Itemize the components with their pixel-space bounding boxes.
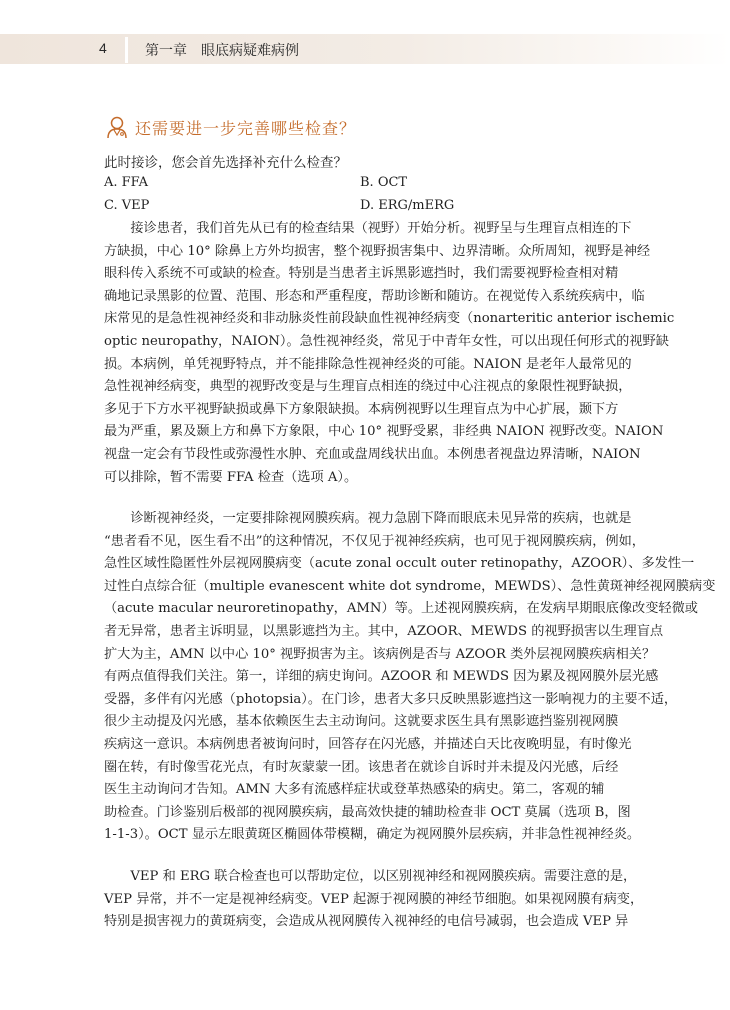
text-line: 眼科传入系统不可或缺的检查。特别是当患者主诉黑影遮挡时，我们需要视野检查相对精 (104, 266, 619, 282)
text-line: 损。本病例，单凭视野特点，并不能排除急性视神经炎的可能。NAION 是老年人最常见的 (104, 356, 632, 372)
text-line: 急性区域性隐匿性外层视网膜病变（acute zonal occult outer retinopathy，AZOOR）、多发性一 (104, 556, 695, 572)
text-line: 视盘一定会有节段性或弥漫性水肿、充血或盘周线状出血。本例患者视盘边界清晰，NAION (104, 446, 641, 462)
text-line: 特别是损害视力的黄斑病变，会造成从视网膜传入视神经的电信号减弱，也会造成 VEP 异 (104, 914, 629, 930)
question-text: 此时接诊，您会首先选择补充什么检查？ (104, 155, 347, 171)
text-line: VEP 异常，并不一定是视神经病变。VEP 起源于视网膜的神经节细胞。如果视网膜有病变， (104, 891, 644, 907)
text-line: 方缺损，中心 10° 除鼻上方外均损害，整个视野损害集中、边界清晰。众所周知，视野是神经 (104, 243, 651, 259)
option-c: C. VEP (104, 198, 150, 213)
text-line: 有两点值得我们关注。第一，详细的病史询问。AZOOR 和 MEWDS 因为累及视网膜外层光感 (104, 669, 659, 685)
header-divider (125, 37, 128, 63)
option-b: B. OCT (360, 175, 408, 190)
text-line: 助检查。门诊鉴别后极部的视网膜疾病，最高效快捷的辅助检查非 OCT 莫属（选项 B，图 (104, 804, 631, 820)
paragraph-visual-field (104, 218, 675, 489)
text-line: 圈在转，有时像雪花光点，有时灰蒙蒙一团。该患者在就诊自诉时并未提及闪光感，后经 (104, 759, 619, 775)
text-line: 接诊患者，我们首先从已有的检查结果（视野）开始分析。视野呈与生理盲点相连的下 (104, 221, 632, 236)
text-line: 医生主动询问才告知。AMN 大多有流感样症状或登革热感染的病史。第二，客观的辅 (104, 782, 605, 798)
text-line: 急性视神经病变，典型的视野改变是与生理盲点相连的绕过中心注视点的象限性视野缺损， (104, 379, 632, 395)
text-line: 疾病这一意识。本病例患者被询问时，回答存在闪光感，并描述白天比夜晚明显，有时像光 (104, 736, 632, 752)
text-line: 很少主动提及闪光感，基本依赖医生去主动询问。这就要求医生具有黑影遮挡鉴别视网膜 (104, 714, 619, 730)
text-line: optic neuropathy，NAION）。急性视神经炎，常见于中青年女性，可以出现任何形式的视野缺 (104, 333, 669, 349)
text-line: 诊断视神经炎，一定要排除视网膜疾病。视力急剧下降而眼底未见异常的疾病，也就是 (104, 511, 632, 526)
paragraph-retinal-disease (104, 508, 716, 847)
text-line: 受器，多伴有闪光感（photopsia）。在门诊，患者大多只反映黑影遮挡这一影响视力的主要不适， (104, 691, 678, 707)
text-line: 最为严重，累及颞上方和鼻下方象限，中心 10° 视野受累，非经典 NAION 视野改变。NAION (104, 424, 664, 440)
text-line: “患者看不见，医生看不出”的这种情况，不仅见于视神经疾病，也可见于视网膜疾病，例如， (104, 533, 645, 549)
paragraph-vep-erg (104, 866, 644, 934)
option-d: D. ERG/mERG (360, 198, 455, 213)
text-line: 者无异常，患者主诉明显，以黑影遮挡为主。其中，AZOOR、MEWDS 的视野损害以生理盲点 (104, 623, 664, 639)
text-line: （acute macular neuroretinopathy，AMN）等。上述视网膜疾病，在发病早期眼底像改变轻微或 (104, 601, 698, 617)
option-a: A. FFA (104, 175, 148, 190)
text-line: 确地记录黑影的位置、范围、形态和严重程度，帮助诊断和随访。在视觉传入系统疾病中，临 (104, 288, 645, 304)
text-line: 1-1-3）。OCT 显示左眼黄斑区椭圆体带模糊，确定为视网膜外层疾病，并非急性视神经炎。 (104, 827, 641, 843)
section-heading: 还需要进一步完善哪些检查？ (135, 119, 357, 138)
text-line: 多见于下方水平视野缺损或鼻下方象限缺损。本病例视野以生理盲点为中心扩展，颞下方 (104, 401, 619, 417)
running-header (0, 34, 730, 64)
page-number: 4 (99, 40, 107, 56)
text-line: 床常见的是急性视神经炎和非动脉炎性前段缺血性视神经病变（nonarteritic anterior ischemic (104, 311, 675, 327)
text-line: VEP 和 ERG 联合检查也可以帮助定位，以区别视神经和视网膜疾病。需要注意的是， (104, 869, 637, 884)
chapter-title: 第一章 眼底病疑难病例 (145, 43, 299, 59)
doctor-icon (104, 114, 130, 140)
text-line: 可以排除，暂不需要 FFA 检查（选项 A）。 (104, 469, 358, 485)
text-line: 过性白点综合征（multiple evanescent white dot syndrome，MEWDS）、急性黄斑神经视网膜病变 (104, 578, 716, 594)
text-line: 扩大为主，AMN 以中心 10° 视野损害为主。该病例是否与 AZOOR 类外层视网膜疾病相关？ (104, 646, 656, 662)
